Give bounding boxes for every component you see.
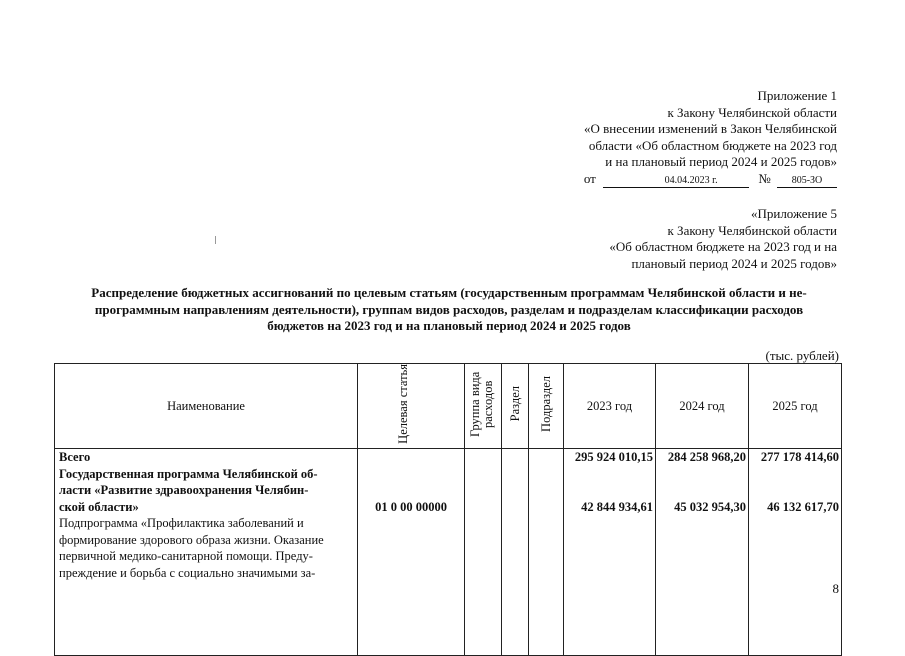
- header-expense-group: Группа вида расходов: [465, 364, 502, 449]
- expense-group-cell: [465, 449, 502, 656]
- total-2025: 277 178 414,60: [760, 450, 839, 464]
- program-code: 01 0 00 00000: [375, 499, 447, 514]
- program-name-line-2: ласти «Развитие здравоохранения Челябин-: [59, 483, 309, 497]
- appendix-5-line2: к Закону Челябинской области: [667, 222, 837, 238]
- scan-mark: [215, 236, 216, 244]
- total-2023: 295 924 010,15: [574, 450, 653, 464]
- program-name-line-3: ской области»: [59, 499, 139, 514]
- appendix-1-line2: к Закону Челябинской области: [667, 104, 837, 120]
- number-label: №: [758, 170, 771, 186]
- header-subsection: Подраздел: [529, 364, 564, 449]
- page-number: 8: [832, 581, 839, 596]
- heading-line-1: Распределение бюджетных ассигнований по целевым статьям (государственным программам Челябинской области и не-: [91, 285, 807, 300]
- appendix-1-date-line: [584, 171, 837, 188]
- appendix-1-title: Приложение 1: [757, 88, 837, 103]
- appendix-1-line3: «О внесении изменений в Закон Челябинской: [583, 121, 837, 136]
- target-article-cell: [358, 449, 465, 656]
- subprogram-line-4: преждение и борьба с социально значимыми за-: [59, 565, 316, 580]
- amount-2023-cell: [564, 449, 656, 656]
- units-label: (тыс. рублей): [765, 348, 839, 363]
- total-label: Всего: [59, 450, 91, 464]
- header-2024: 2024 год: [656, 364, 749, 449]
- from-label: от: [583, 170, 596, 186]
- appendix-1-block: [584, 88, 837, 188]
- header-target-article: Целевая статья: [358, 364, 465, 449]
- appendix-5-block: [609, 206, 837, 272]
- appendix-1-line5: и на плановый период 2024 и 2025 годов»: [605, 154, 837, 169]
- amount-2025-cell: [749, 449, 842, 656]
- subprogram-line-1: Подпрограмма «Профилактика заболеваний и: [59, 516, 304, 530]
- appendix-5-title: «Приложение 5: [750, 206, 837, 221]
- document-heading: [58, 285, 840, 335]
- amount-2024-cell: [656, 449, 749, 656]
- program-2023: 42 844 934,61: [581, 499, 653, 514]
- program-2025: 46 132 617,70: [767, 499, 839, 514]
- subsection-cell: [529, 449, 564, 656]
- appendix-1-line4: области «Об областном бюджете на 2023 год: [588, 137, 837, 153]
- appendix-5-line4: плановый период 2024 и 2025 годов»: [631, 255, 837, 271]
- law-date: 04.04.2023 г.: [603, 175, 749, 188]
- header-name: Наименование: [55, 364, 358, 449]
- program-name-line-1: Государственная программа Челябинской об-: [59, 466, 318, 481]
- table-body-row: [55, 449, 842, 656]
- budget-table: [54, 363, 842, 656]
- heading-line-2: программным направлениям деятельности), группам видов расходов, разделам и подразделам классификации расходов: [94, 301, 804, 317]
- subprogram-line-3: первичной медико-санитарной помощи. Преду-: [59, 549, 313, 563]
- law-number: 805-ЗО: [777, 175, 837, 188]
- name-column-cell: [55, 449, 358, 656]
- header-2023: 2023 год: [564, 364, 656, 449]
- heading-line-3: бюджетов на 2023 год и на плановый период 2024 и 2025 годов: [267, 318, 631, 333]
- table-header-row: [55, 364, 842, 449]
- header-section: Раздел: [502, 364, 529, 449]
- total-2024: 284 258 968,20: [667, 450, 746, 464]
- appendix-5-line3: «Об областном бюджете на 2023 год и на: [609, 239, 837, 254]
- section-cell: [502, 449, 529, 656]
- header-2025: 2025 год: [749, 364, 842, 449]
- subprogram-line-2: формирование здорового образа жизни. Оказание: [59, 532, 324, 547]
- program-2024: 45 032 954,30: [674, 499, 746, 514]
